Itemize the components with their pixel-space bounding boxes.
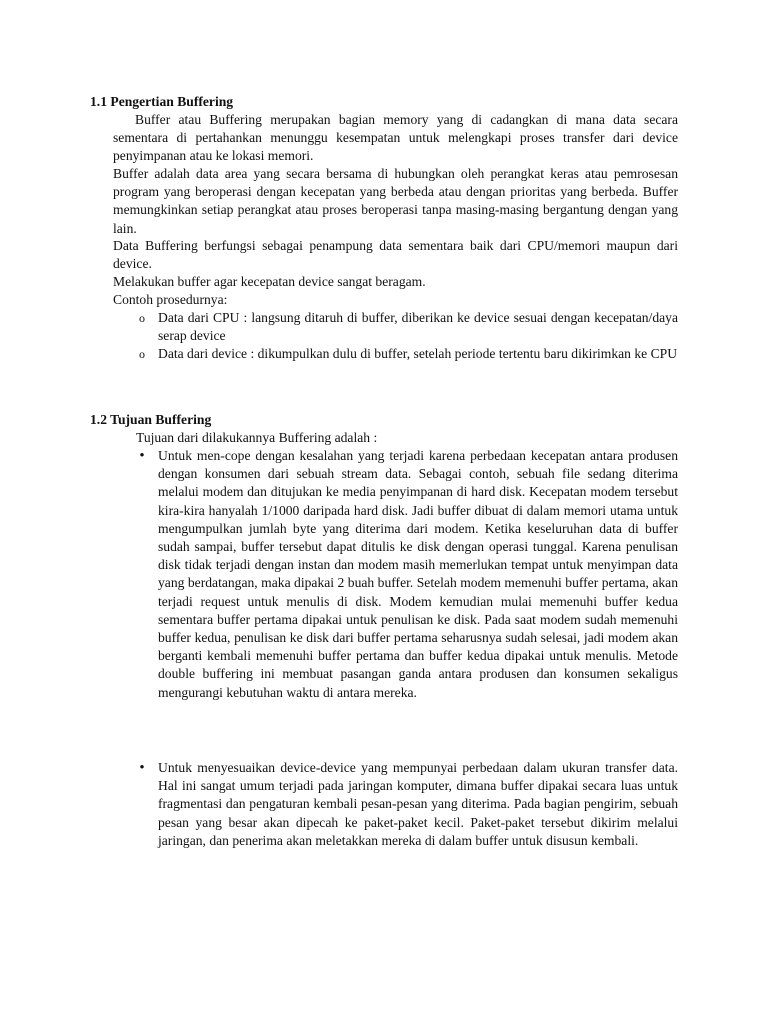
procedure-list-item-text: Data dari device : dikumpulkan dulu di buffer, setelah periode tertentu baru dikirimkan ke CPU xyxy=(158,346,678,361)
disc-bullet-icon: • xyxy=(139,760,145,776)
section-1-paragraph-5: Contoh prosedurnya: xyxy=(113,292,228,307)
procedure-list-item xyxy=(139,309,678,345)
purpose-list-item xyxy=(139,447,678,702)
section-1-paragraph-4: Melakukan buffer agar kecepatan device sangat beragam. xyxy=(113,274,426,289)
section-1-paragraph-3: Data Buffering berfungsi sebagai penampung data sementara baik dari CPU/memori maupun dari device. xyxy=(113,238,678,272)
circle-bullet-icon: o xyxy=(139,311,145,325)
procedure-list-item-text: Data dari CPU : langsung ditaruh di buffer, diberikan ke device sesuai dengan kecepatan/daya serap device xyxy=(158,310,678,344)
procedure-list-item xyxy=(139,345,678,363)
purpose-list-item-text: Untuk men-cope dengan kesalahan yang terjadi karena perbedaan kecepatan antara produsen dengan konsumen dari sebuah stream data. Sebagai contoh, sebuah file sedang diterima melalui modem dan ditujukan ke media penyimpanan di hard disk. Kecepatan modem tersebut kira-kira hanyalah 1/1000 daripada hard disk. Jadi buffer dibuat di dalam memori utama untuk mengumpulkan jumlah byte yang diterima dari modem. Ketika keseluruhan data di buffer sudah sampai, buffer tersebut dapat ditulis ke disk dengan operasi tunggal. Karena penulisan disk tidak terjadi dengan instan dan modem masih memerlukan tempat untuk menyimpan data yang berdatangan, maka dipakai 2 buah buffer. Setelah modem memenuhi buffer pertama, akan terjadi request untuk menulis di disk. Modem kemudian mulai memenuhi buffer kedua sementara buffer pertama dipakai untuk penulisan ke disk. Pada saat modem sudah memenuhi buffer kedua, penulisan ke disk dari buffer pertama seharusnya sudah selesai, jadi modem akan berganti kembali memenuhi buffer pertama dan buffer kedua dipakai untuk menulis. Metode double buffering ini membuat pasangan ganda antara produsen dan konsumen sekaligus mengurangi kebutuhan waktu di antara mereka. xyxy=(158,448,678,700)
section-2-heading: 1.2 Tujuan Buffering xyxy=(90,412,212,427)
circle-bullet-icon: o xyxy=(139,347,145,361)
disc-bullet-icon: • xyxy=(139,448,145,464)
purpose-list-item-text: Untuk menyesuaikan device-device yang mempunyai perbedaan dalam ukuran transfer data. Hal ini sangat umum terjadi pada jaringan komputer, dimana buffer dipakai secara luas untuk fragmentasi dan pengaturan kembali pesan-pesan yang diterima. Pada bagian pengirim, sebuah pesan yang besar akan dipecah ke paket-paket kecil. Paket-paket tersebut dikirim melalui jaringan, dan penerima akan meletakkan mereka di dalam buffer untuk disusun kembali. xyxy=(158,760,678,848)
section-1-paragraph-1: Buffer atau Buffering merupakan bagian memory yang di cadangkan di mana data secara sementara di pertahankan menunggu kesempatan untuk melengkapi proses transfer dari device penyimpanan atau ke lokasi memori. xyxy=(113,112,678,164)
purpose-list-item xyxy=(139,759,678,850)
section-1-heading: 1.1 Pengertian Buffering xyxy=(90,94,234,109)
section-2-intro: Tujuan dari dilakukannya Buffering adalah : xyxy=(136,430,378,445)
section-1-paragraph-2: Buffer adalah data area yang secara bersama di hubungkan oleh perangkat keras atau pemrosesan program yang beroperasi dengan kecepatan yang berbeda atau dengan prioritas yang berbeda. Buffer memungkinkan setiap perangkat atau proses beroperasi tanpa masing-masing bergantung dengan yang lain. xyxy=(113,166,678,236)
